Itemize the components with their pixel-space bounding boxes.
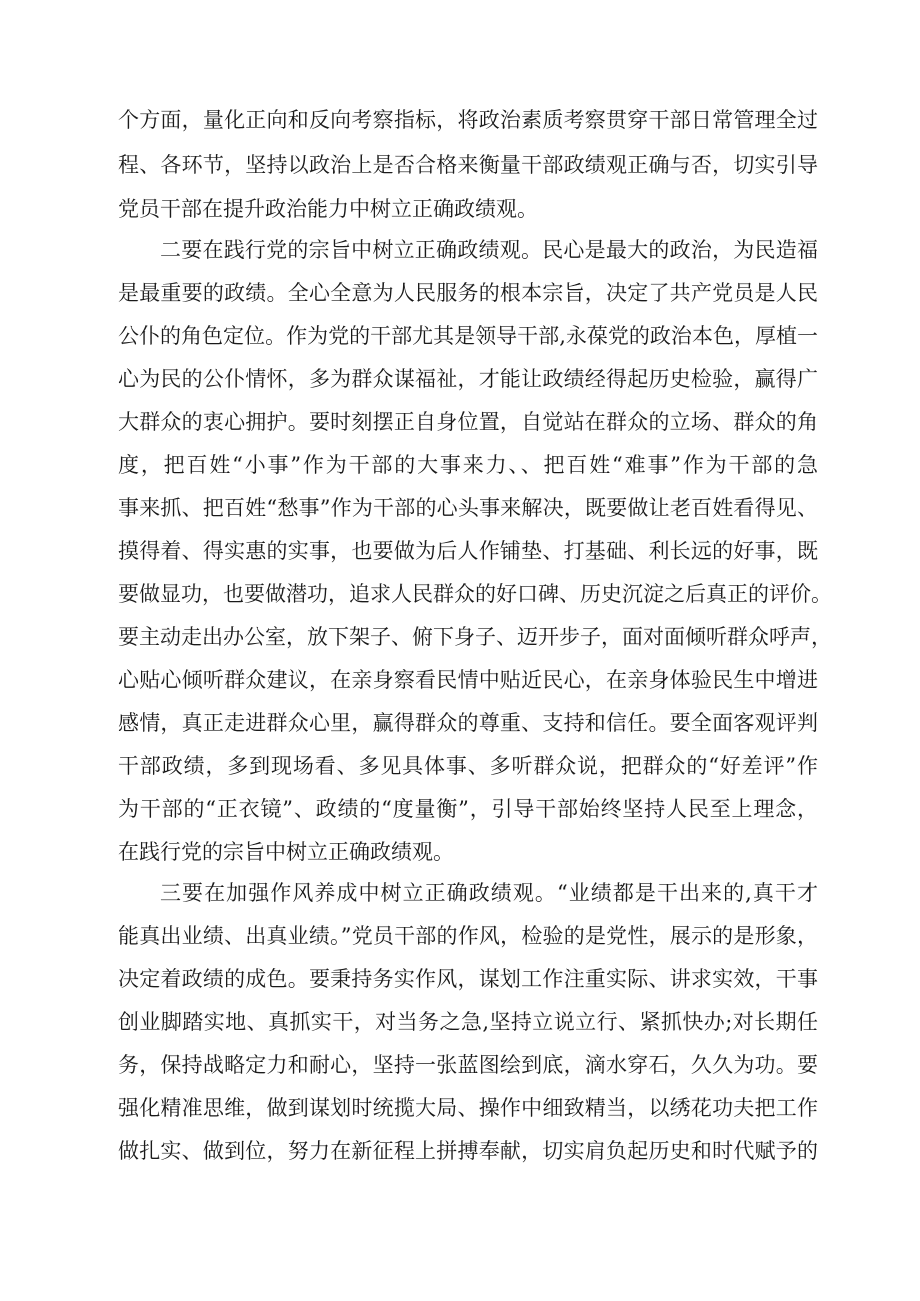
text-line: 决定着政绩的成色。要秉持务实作风，谋划工作注重实际、讲求实效，干事 xyxy=(118,967,818,991)
text-line: 感情，真正走进群众心里，赢得群众的尊重、支持和信任。要全面客观评判 xyxy=(118,711,818,735)
text-line: 个方面，量化正向和反向考察指标，将政治素质考察贯穿干部日常管理全过 xyxy=(118,108,818,132)
text-line: 心贴心倾听群众建议，在亲身察看民情中贴近民心，在亲身体验民生中增进 xyxy=(118,668,818,692)
text-line: 大群众的衷心拥护。要时刻摆正自身位置，自觉站在群众的立场、群众的角 xyxy=(118,410,818,434)
text-line: 公仆的角色定位。作为党的干部尤其是领导干部,永葆党的政治本色，厚植一 xyxy=(118,324,818,348)
text-line: 创业脚踏实地、真抓实干，对当务之急,坚持立说立行、紧抓快办;对长期任 xyxy=(118,1010,818,1034)
text-line: 要做显功，也要做潜功，追求人民群众的好口碑、历史沉淀之后真正的评价。 xyxy=(118,582,832,606)
text-line: 干部政绩，多到现场看、多见具体事、多听群众说，把群众的“好差评”作 xyxy=(118,754,818,778)
text-line: 为干部的“正衣镜”、政绩的“度量衡”，引导干部始终坚持人民至上理念， xyxy=(118,797,818,821)
text-line: 程、各环节，坚持以政治上是否合格来衡量干部政绩观正确与否，切实引导 xyxy=(118,153,818,177)
text-line: 做扎实、做到位，努力在新征程上拼搏奉献，切实肩负起历史和时代赋予的 xyxy=(118,1139,818,1163)
text-line: 要主动走出办公室，放下架子、俯下身子、迈开步子，面对面倾听群众呼声， xyxy=(118,625,832,649)
text-line: 心为民的公仆情怀，多为群众谋福祉，才能让政绩经得起历史检验，赢得广 xyxy=(118,367,818,391)
paragraph-start-line: 二要在践行党的宗旨中树立正确政绩观。民心是最大的政治，为民造福 xyxy=(160,238,818,262)
text-line: 事来抓、把百姓“愁事”作为干部的心头事来解决，既要做让老百姓看得见、 xyxy=(118,496,818,520)
text-line: 度，把百姓“小事”作为干部的大事来力、、把百姓“难事”作为干部的急 xyxy=(118,453,818,477)
text-line: 务，保持战略定力和耐心，坚持一张蓝图绘到底，滴水穿石，久久为功。要 xyxy=(118,1053,818,1077)
text-line: 党员干部在提升政治能力中树立正确政绩观。 xyxy=(118,197,538,221)
paragraph-start-line: 三要在加强作风养成中树立正确政绩观。“业绩都是干出来的,真干才 xyxy=(160,881,818,905)
text-line: 是最重要的政绩。全心全意为人民服务的根本宗旨，决定了共产党员是人民 xyxy=(118,281,818,305)
text-line: 在践行党的宗旨中树立正确政绩观。 xyxy=(118,840,454,864)
text-line: 能真出业绩、出真业绩。”党员干部的作风，检验的是党性，展示的是形象， xyxy=(118,924,818,948)
text-line: 强化精准思维，做到谋划时统揽大局、操作中细致精当，以绣花功夫把工作 xyxy=(118,1096,818,1120)
text-line: 摸得着、得实惠的实事，也要做为后人作铺垫、打基础、利长远的好事，既 xyxy=(118,539,818,563)
